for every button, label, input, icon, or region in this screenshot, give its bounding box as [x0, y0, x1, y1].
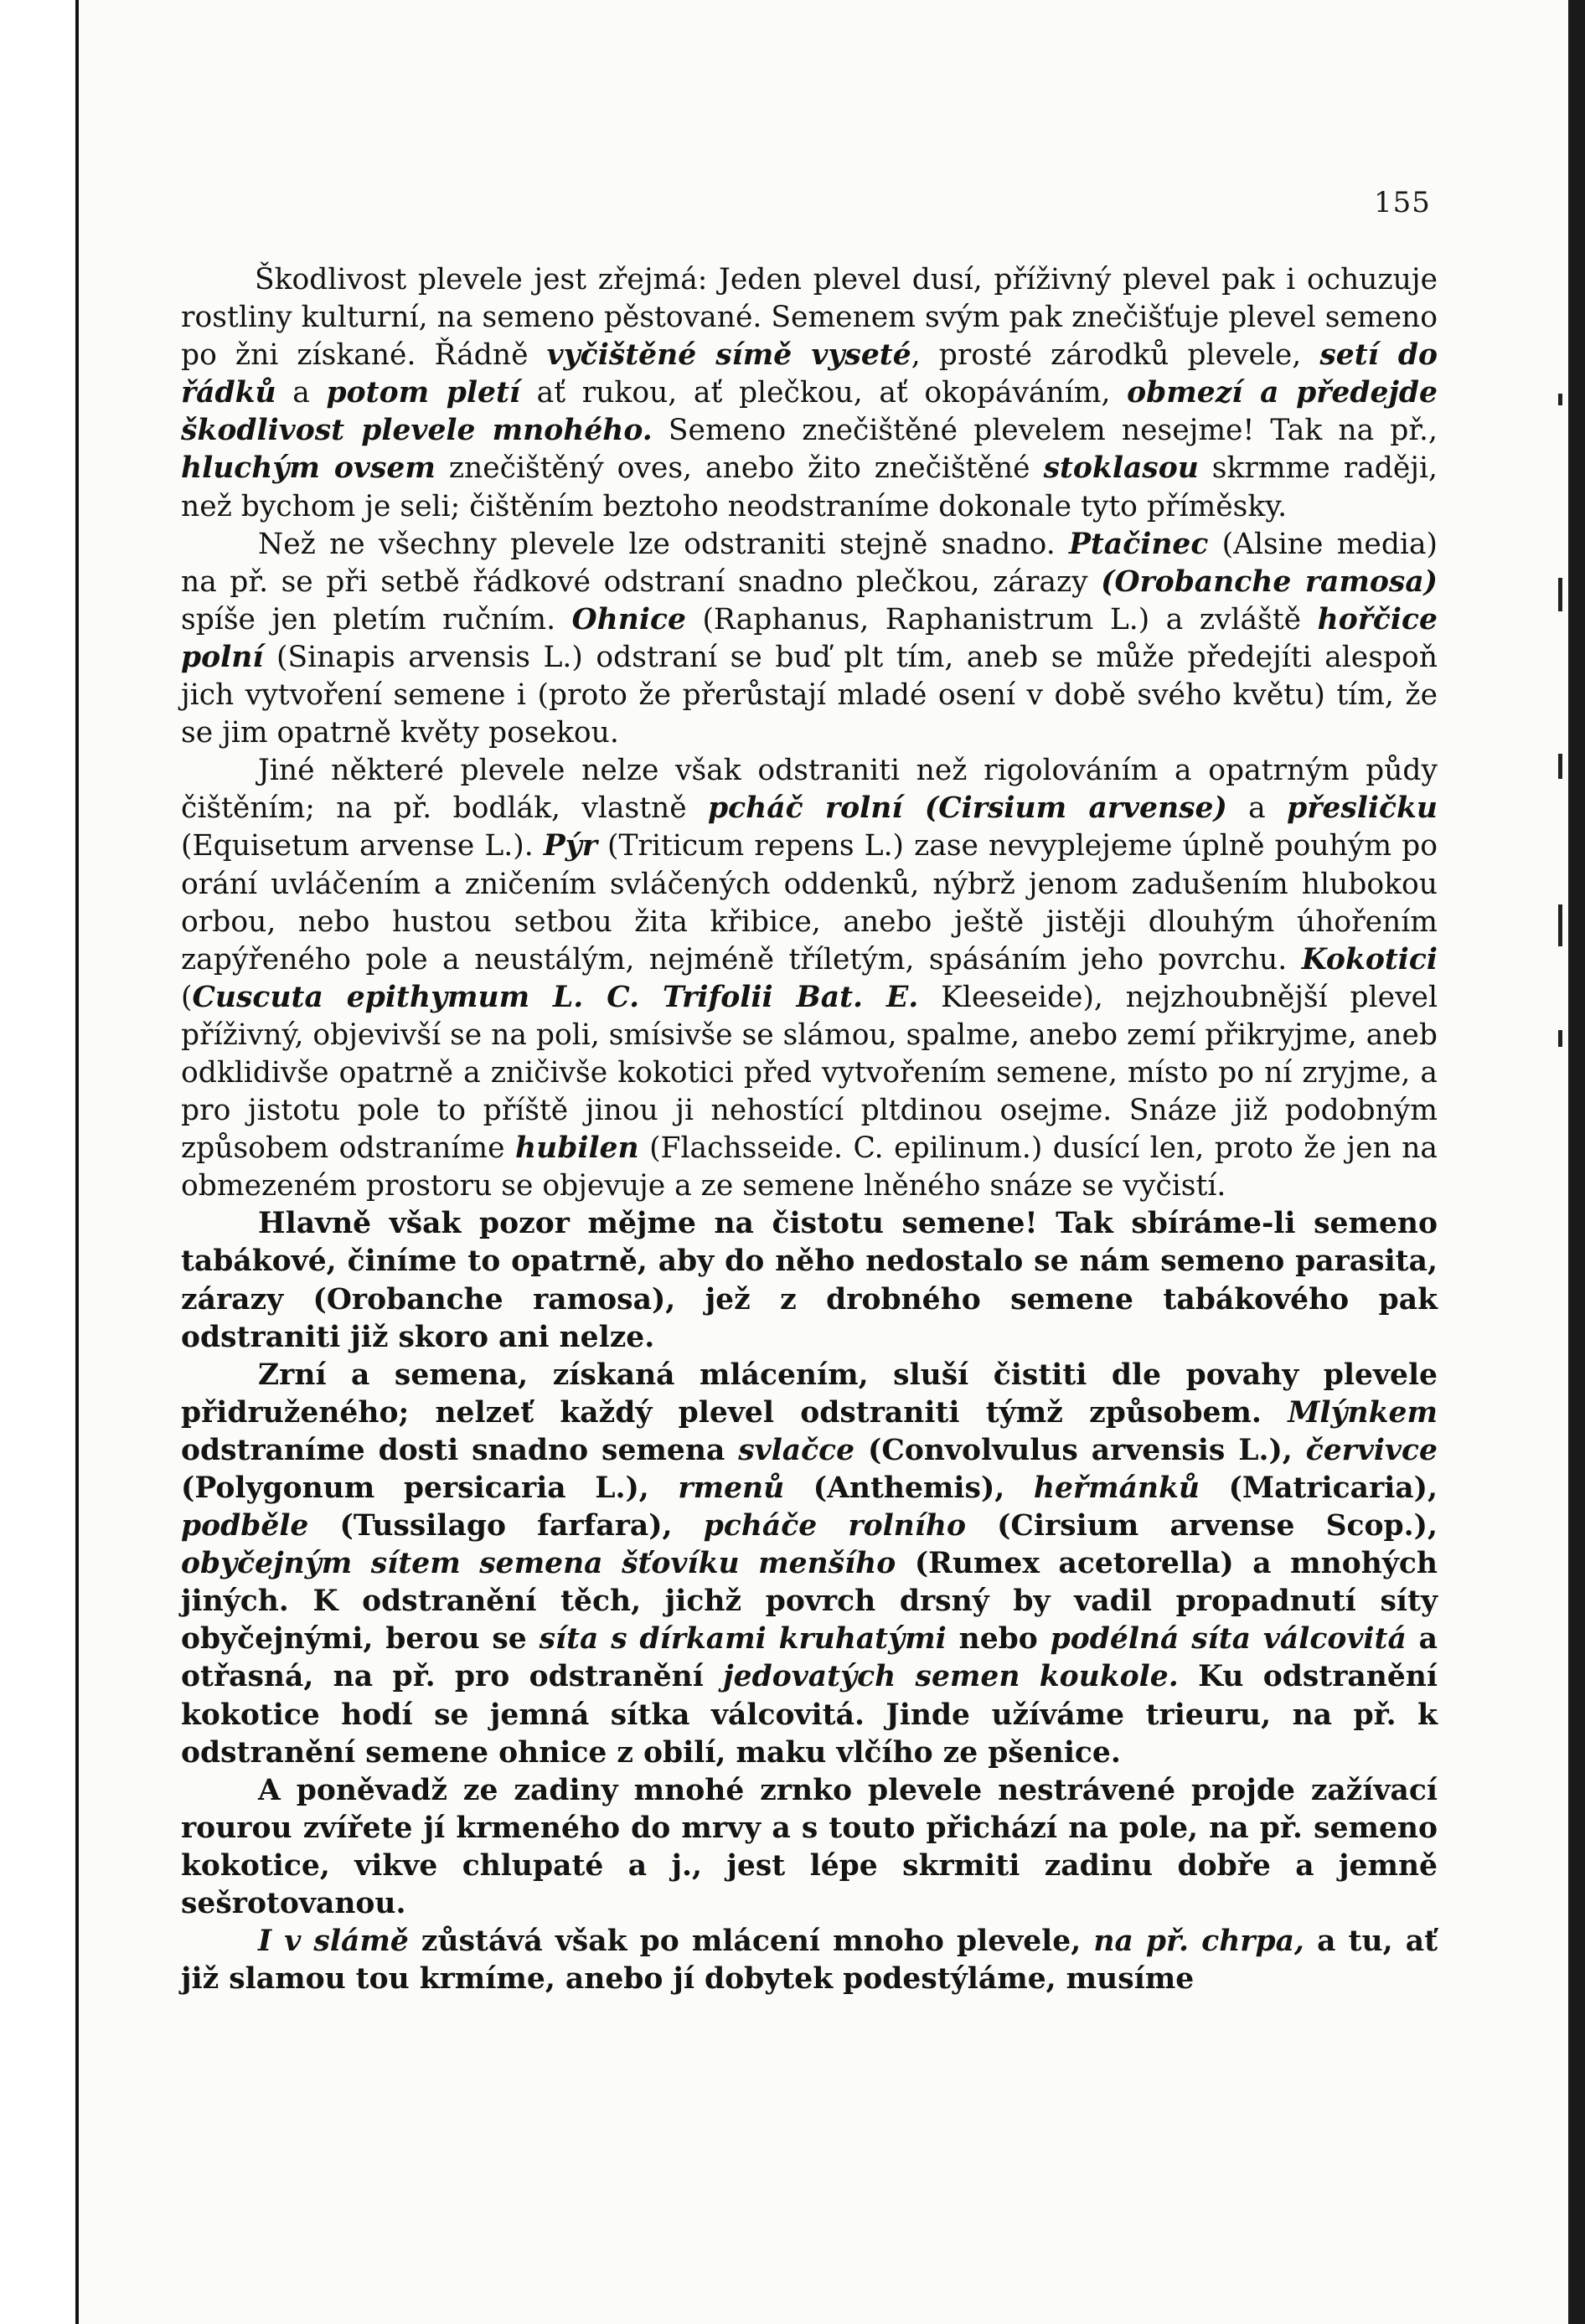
page-number: 155	[1374, 186, 1431, 219]
text-run: zůstává však po mlácení mnoho plevele,	[408, 1925, 1094, 1959]
text-run: Ptačinec	[1068, 527, 1209, 561]
right-page-edge	[1568, 0, 1585, 2324]
paragraph-1	[181, 261, 1438, 526]
paragraph-6	[181, 1772, 1438, 1923]
text-run: (Orobanche ramosa)	[1101, 564, 1438, 599]
scan-speck	[1558, 754, 1562, 779]
text-run: potom pletí	[326, 376, 520, 410]
text-run: pcháče rolního	[703, 1509, 966, 1543]
text-run: (Equisetum arvense L.).	[181, 829, 544, 863]
text-run: spíše jen pletím ručním.	[181, 602, 572, 636]
text-run: (Convolvulus arvensis L.),	[854, 1433, 1306, 1467]
text-run: (Flachsseide. C. epilinum.) dusící len, proto že jen na obmezeném prostoru se objevuje a ze semene lněného snáze se vyčistí.	[181, 1131, 1438, 1203]
paragraph-3	[181, 752, 1438, 1205]
text-run: (Rumex acetorella) a mnohých jiných. K odstranění těch, jichž povrch drsný by vadil propadnutí síty obyčejnými, berou se	[181, 1547, 1438, 1657]
scan-speck	[1558, 578, 1562, 611]
text-run: Ohnice	[571, 602, 686, 636]
scan-speck	[1558, 904, 1562, 946]
text-run: obmezí a předejde škodlivost plevele mnohého.	[181, 376, 1438, 448]
text-run: Cuscuta epithymum L. C. Trifolii Bat. E.	[192, 980, 919, 1014]
left-page-edge	[0, 0, 79, 2324]
text-run: (Alsine media) na př. se při setbě řádkové odstraní snadno plečkou, zárazy	[181, 527, 1438, 599]
paragraph-7	[181, 1923, 1438, 1998]
text-run: ať rukou, ať plečkou, ať okopáváním,	[520, 376, 1128, 410]
text-run: I v slámě	[258, 1925, 409, 1959]
text-run: svlačce	[738, 1433, 855, 1467]
text-run: Kokotici	[1301, 942, 1438, 976]
text-run: , prosté zárodků plevele,	[911, 338, 1320, 373]
text-run: vyčištěné símě vyseté	[546, 338, 911, 373]
text-run: Kleeseide), nejzhoubnější plevel příživný, objevivší se na poli, smísivše se slámou, spalme, anebo zemí přikryjme, aneb odklidivše opatrně a zničivše kokotici před vytvořením semene, místo po ní zryjme, a pro jistotu pole to příště jinou ji nehostící pltdinou osejme. Snáze již podobným způsobem odstraníme	[181, 980, 1438, 1166]
text-run: Pýr	[543, 829, 597, 863]
text-run: (Sinapis arvensis L.) odstraní se buď plt tím, aneb se může předejíti alespoň jich vytvoření semene i (proto že přerůstají mladé osení v době svého květu) tím, že se jim opatrně květy posekou.	[181, 640, 1438, 750]
text-run: hubilen	[515, 1131, 639, 1166]
scan-speck	[1558, 394, 1562, 405]
text-run: Mlýnkem	[1288, 1395, 1438, 1430]
text-run: skrmme raději, než bychom je seli; čištěním beztoho neodstraníme dokonale tyto příměsky.	[181, 451, 1438, 523]
text-run: Zrní a semena, získaná mlácením, sluší čistiti dle povahy plevele přidruženého; nelzeť každý plevel odstraniti týmž způsobem.	[181, 1358, 1438, 1430]
text-run: podélná síta válcovitá	[1050, 1622, 1407, 1657]
scan-speck	[1558, 1030, 1562, 1047]
text-run: přesličku	[1287, 791, 1438, 826]
text-run: nebo	[946, 1622, 1051, 1657]
text-run: A poněvadž ze zadiny mnohé zrnko plevele nestrávené projde zažívací rourou zvířete jí krmeného do mrvy a s touto přichází na pole, na př. semeno kokotice, vikve chlupaté a j., jest lépe skrmiti zadinu dobře a jemně sešrotovanou.	[181, 1773, 1438, 1921]
text-run: a otřasná, na př. pro odstranění	[181, 1622, 1438, 1694]
text-run: Jiné některé plevele nelze však odstraniti než rigolováním a opatrným půdy čištěním; na př. bodlák, vlastně	[181, 754, 1438, 826]
text-run: znečištěný oves, anebo žito znečištěné	[435, 451, 1044, 486]
text-run: (Tussilago farfara),	[308, 1509, 704, 1543]
text-run: Škodlivost plevele jest zřejmá: Jeden plevel dusí, příživný plevel pak i ochuzuje rostliny kulturní, na semeno pěstované. Semenem svým pak znečišťuje plevel semeno po žni získané. Řádně	[181, 263, 1438, 373]
text-run: (Anthemis),	[784, 1471, 1034, 1505]
text-run: síta s dírkami kruhatými	[539, 1622, 947, 1657]
text-run: setí do řádků	[181, 338, 1438, 410]
text-run: (Raphanus, Raphanistrum L.) a zvláště	[685, 602, 1318, 636]
text-run: (Cirsium arvense Scop.),	[965, 1509, 1438, 1543]
text-run: obyčejným sítem semena šťovíku menšího	[181, 1547, 896, 1581]
text-run: na př. chrpa,	[1093, 1925, 1304, 1959]
text-run: rmenů	[678, 1471, 785, 1505]
text-run: a tu, ať již slamou tou krmíme, anebo jí dobytek podestýláme, musíme	[181, 1925, 1438, 1997]
text-run: a	[1226, 791, 1288, 826]
text-run: (Polygonum persicaria L.),	[181, 1471, 679, 1505]
text-run: Ku odstranění kokotice hodí se jemná sítka válcovitá. Jinde užíváme trieuru, na př. k odstranění semene ohnice z obilí, maku vlčího ze pšenice.	[181, 1660, 1438, 1770]
paragraph-5	[181, 1357, 1438, 1772]
text-run: hořčice polní	[181, 602, 1438, 674]
text-run: (Matricaria),	[1200, 1471, 1438, 1505]
text-run: (Triticum repens L.) zase nevyplejeme úplně pouhým po orání uvláčením a zničením svláčených oddenků, nýbrž jenom zadušením hlubokou orbou, nebo hustou setbou žita křibice, anebo ještě jistěji dlouhým úhořením zapýřeného pole a neustálým, nejméně tříletým, spásáním jeho povrchu.	[181, 829, 1438, 976]
text-run: heřmánků	[1033, 1471, 1200, 1505]
text-run: jedovatých semen koukole.	[723, 1660, 1179, 1694]
page-text	[181, 261, 1438, 1998]
text-run: stoklasou	[1043, 451, 1199, 486]
text-run: pcháč rolní (Cirsium arvense)	[708, 791, 1227, 826]
text-run: Semeno znečištěné plevelem nesejme! Tak na př.,	[652, 414, 1438, 448]
text-run: Hlavně však pozor mějme na čistotu semene! Tak sbíráme-li semeno tabákové, činíme to opatrně, aby do něho nedostalo se nám semeno parasita, zárazy (Orobanche ramosa), jež z drobného semene tabákového pak odstraniti již skoro ani nelze.	[181, 1207, 1438, 1354]
book-page	[79, 0, 1568, 2324]
text-run: červivce	[1305, 1433, 1438, 1467]
text-run: hluchým ovsem	[181, 451, 436, 486]
paragraph-4	[181, 1205, 1438, 1356]
text-run: podběle	[181, 1509, 309, 1543]
text-run: Než ne všechny plevele lze odstraniti stejně snadno.	[258, 527, 1069, 561]
text-run: a	[276, 376, 327, 410]
paragraph-2	[181, 526, 1438, 753]
text-run: odstraníme dosti snadno semena	[181, 1433, 739, 1467]
text-run: (	[181, 980, 193, 1014]
